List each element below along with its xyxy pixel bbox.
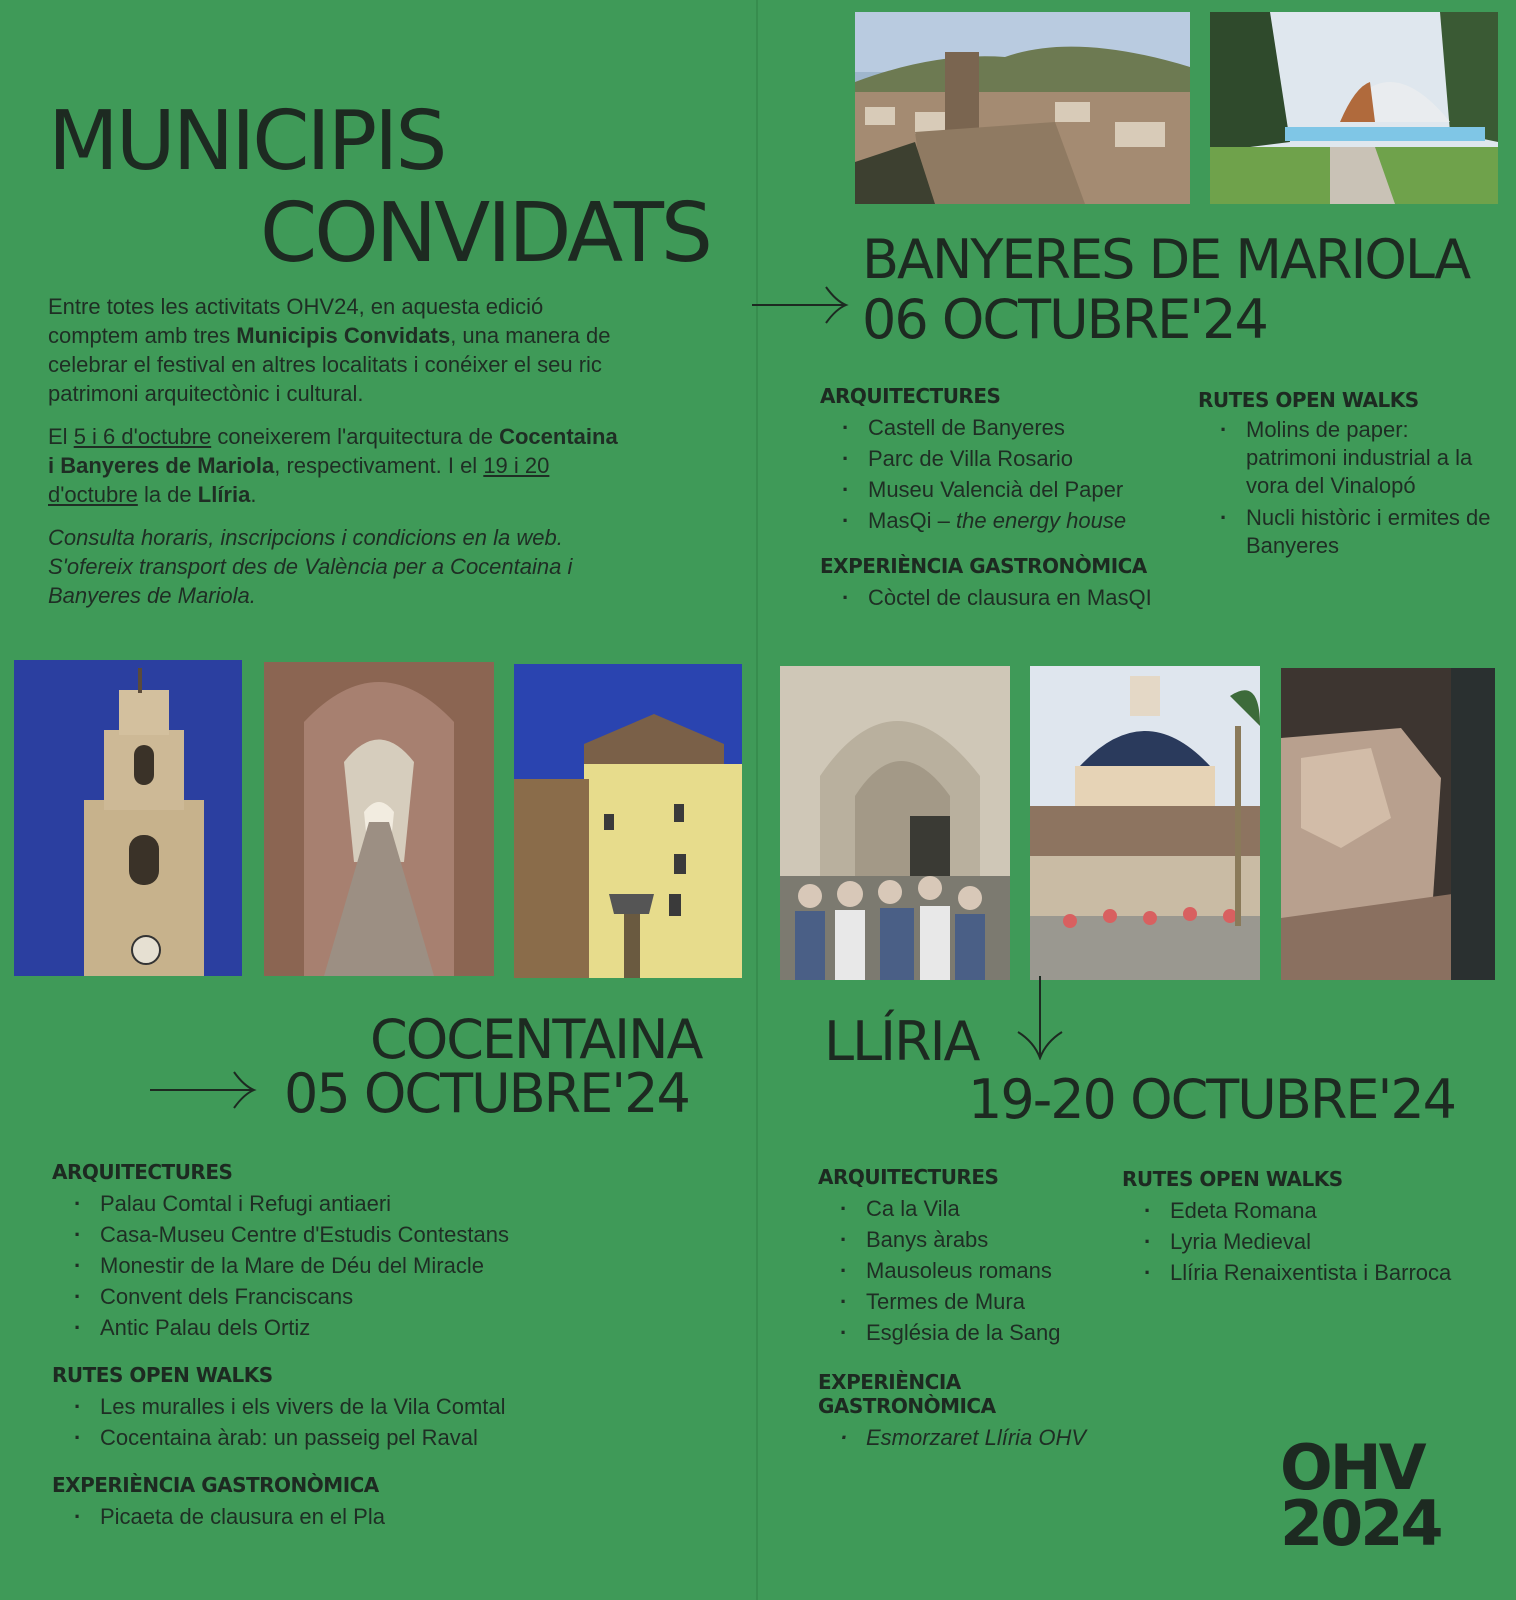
lliria-gastro-list	[818, 1422, 1118, 1453]
intro-paragraph-1: Entre totes les activitats OHV24, en aquesta edició comptem amb tres Municipis Convidats, una manera de celebrar el festival en altres localitats i conéixer el seu ric patrimoni arquitectònic i cultural.	[48, 294, 611, 406]
lliria-date: 19-20 OCTUBRE'24	[968, 1068, 1456, 1131]
list-item: · Esmorzaret Llíria OHV	[818, 1422, 1118, 1453]
list-item: · Les muralles i els vivers de la Vila Comtal	[52, 1391, 672, 1422]
cocentaina-arq-heading: ARQUITECTURES	[52, 1160, 233, 1184]
intro-paragraph-2: El 5 i 6 d'octubre coneixerem l'arquitectura de Cocentaina i Banyeres de Mariola, respectivament. I el 19 i 20 d'octubre la de Llíria.	[48, 424, 618, 507]
logo-line-2: 2024	[1280, 1487, 1441, 1560]
banyeres-rutes	[1198, 388, 1498, 578]
cocentaina-date: 05 OCTUBRE'24	[284, 1062, 689, 1125]
list-item: · Ca la Vila	[818, 1193, 1118, 1224]
cocentaina-rutes-list	[52, 1391, 672, 1453]
list-item: · Antic Palau dels Ortiz	[52, 1312, 672, 1343]
photo-masqi-dome	[1210, 12, 1498, 204]
lliria-rutes-list	[1122, 1195, 1507, 1288]
list-item: · Llíria Renaixentista i Barroca	[1122, 1257, 1507, 1288]
list-item: · Edeta Romana	[1122, 1195, 1507, 1226]
title-line-2: CONVIDATS	[260, 186, 710, 281]
banyeres-gastro-heading: EXPERIÈNCIA GASTRONÒMICA	[820, 554, 1147, 578]
list-item: · Casa-Museu Centre d'Estudis Contestans	[52, 1219, 672, 1250]
list-item: · Monestir de la Mare de Déu del Miracle	[52, 1250, 672, 1281]
list-item: · Església de la Sang	[818, 1317, 1118, 1348]
lliria-gastro-heading: EXPERIÈNCIA GASTRONÒMICA	[818, 1370, 996, 1418]
photo-cocentaina-tunnel	[264, 662, 494, 976]
intro-paragraph-3: Consulta horaris, inscripcions i condicions en la web. S'ofereix transport des de València per a Cocentaina i Banyeres de Mariola.	[48, 525, 573, 608]
banyeres-name: BANYERES DE MARIOLA	[862, 228, 1470, 291]
list-item: · Cocentaina àrab: un passeig pel Raval	[52, 1422, 672, 1453]
banyeres-gastro-list	[820, 582, 1190, 613]
list-item: · Lyria Medieval	[1122, 1226, 1507, 1257]
banyeres-arquitectures	[820, 384, 1190, 631]
lliria-arq-heading: ARQUITECTURES	[818, 1165, 999, 1189]
photo-lliria-dome	[1030, 666, 1260, 980]
list-item: · Nucli històric i ermites de Banyeres	[1198, 504, 1498, 560]
list-item: · Mausoleus romans	[818, 1255, 1118, 1286]
photo-cocentaina-bell-tower	[14, 660, 242, 976]
arrow-right-icon	[752, 285, 852, 325]
photo-banyeres-castle	[855, 12, 1190, 204]
photo-cocentaina-palace	[514, 664, 742, 978]
lliria-arquitectures	[818, 1165, 1118, 1471]
list-item: · Banys àrabs	[818, 1224, 1118, 1255]
banyeres-rutes-heading: RUTES OPEN WALKS	[1198, 388, 1419, 412]
banyeres-arq-heading: ARQUITECTURES	[820, 384, 1001, 408]
arrow-right-icon	[150, 1070, 260, 1110]
lliria-arq-list	[818, 1193, 1118, 1348]
cocentaina-arq-list	[52, 1188, 672, 1343]
list-item: · Museu Valencià del Paper	[820, 474, 1190, 505]
banyeres-rutes-list	[1198, 416, 1498, 560]
list-item: · Convent dels Franciscans	[52, 1281, 672, 1312]
logo-line-1: OHV	[1280, 1431, 1424, 1504]
page-title	[48, 96, 710, 280]
ohv-logo	[1280, 1431, 1441, 1560]
fold-line	[756, 0, 758, 1600]
photo-lliria-roman-ruins	[1281, 668, 1495, 980]
cocentaina-rutes-heading: RUTES OPEN WALKS	[52, 1363, 273, 1387]
list-item: · Parc de Villa Rosario	[820, 443, 1190, 474]
list-item: · MasQi – the energy house	[820, 505, 1190, 536]
banyeres-date: 06 OCTUBRE'24	[862, 288, 1267, 351]
arrow-down-icon	[1014, 976, 1074, 1060]
list-item: · Castell de Banyeres	[820, 412, 1190, 443]
lliria-rutes-heading: RUTES OPEN WALKS	[1122, 1167, 1343, 1191]
intro-text	[48, 292, 626, 624]
title-line-1: MUNICIPIS	[48, 94, 445, 189]
cocentaina-gastro-list	[52, 1501, 672, 1532]
list-item: · Molins de paper: patrimoni industrial a la vora del Vinalopó	[1198, 416, 1498, 500]
banyeres-arq-list	[820, 412, 1190, 536]
list-item: · Termes de Mura	[818, 1286, 1118, 1317]
list-item: · Palau Comtal i Refugi antiaeri	[52, 1188, 672, 1219]
cocentaina-name: COCENTAINA	[370, 1008, 702, 1071]
cocentaina-gastro-heading: EXPERIÈNCIA GASTRONÒMICA	[52, 1473, 379, 1497]
lliria-rutes	[1122, 1167, 1507, 1306]
photo-lliria-church-portal	[780, 666, 1010, 980]
lliria-name: LLÍRIA	[824, 1010, 979, 1073]
cocentaina-activities	[52, 1160, 672, 1550]
list-item: · Picaeta de clausura en el Pla	[52, 1501, 672, 1532]
list-item: · Còctel de clausura en MasQI	[820, 582, 1190, 613]
